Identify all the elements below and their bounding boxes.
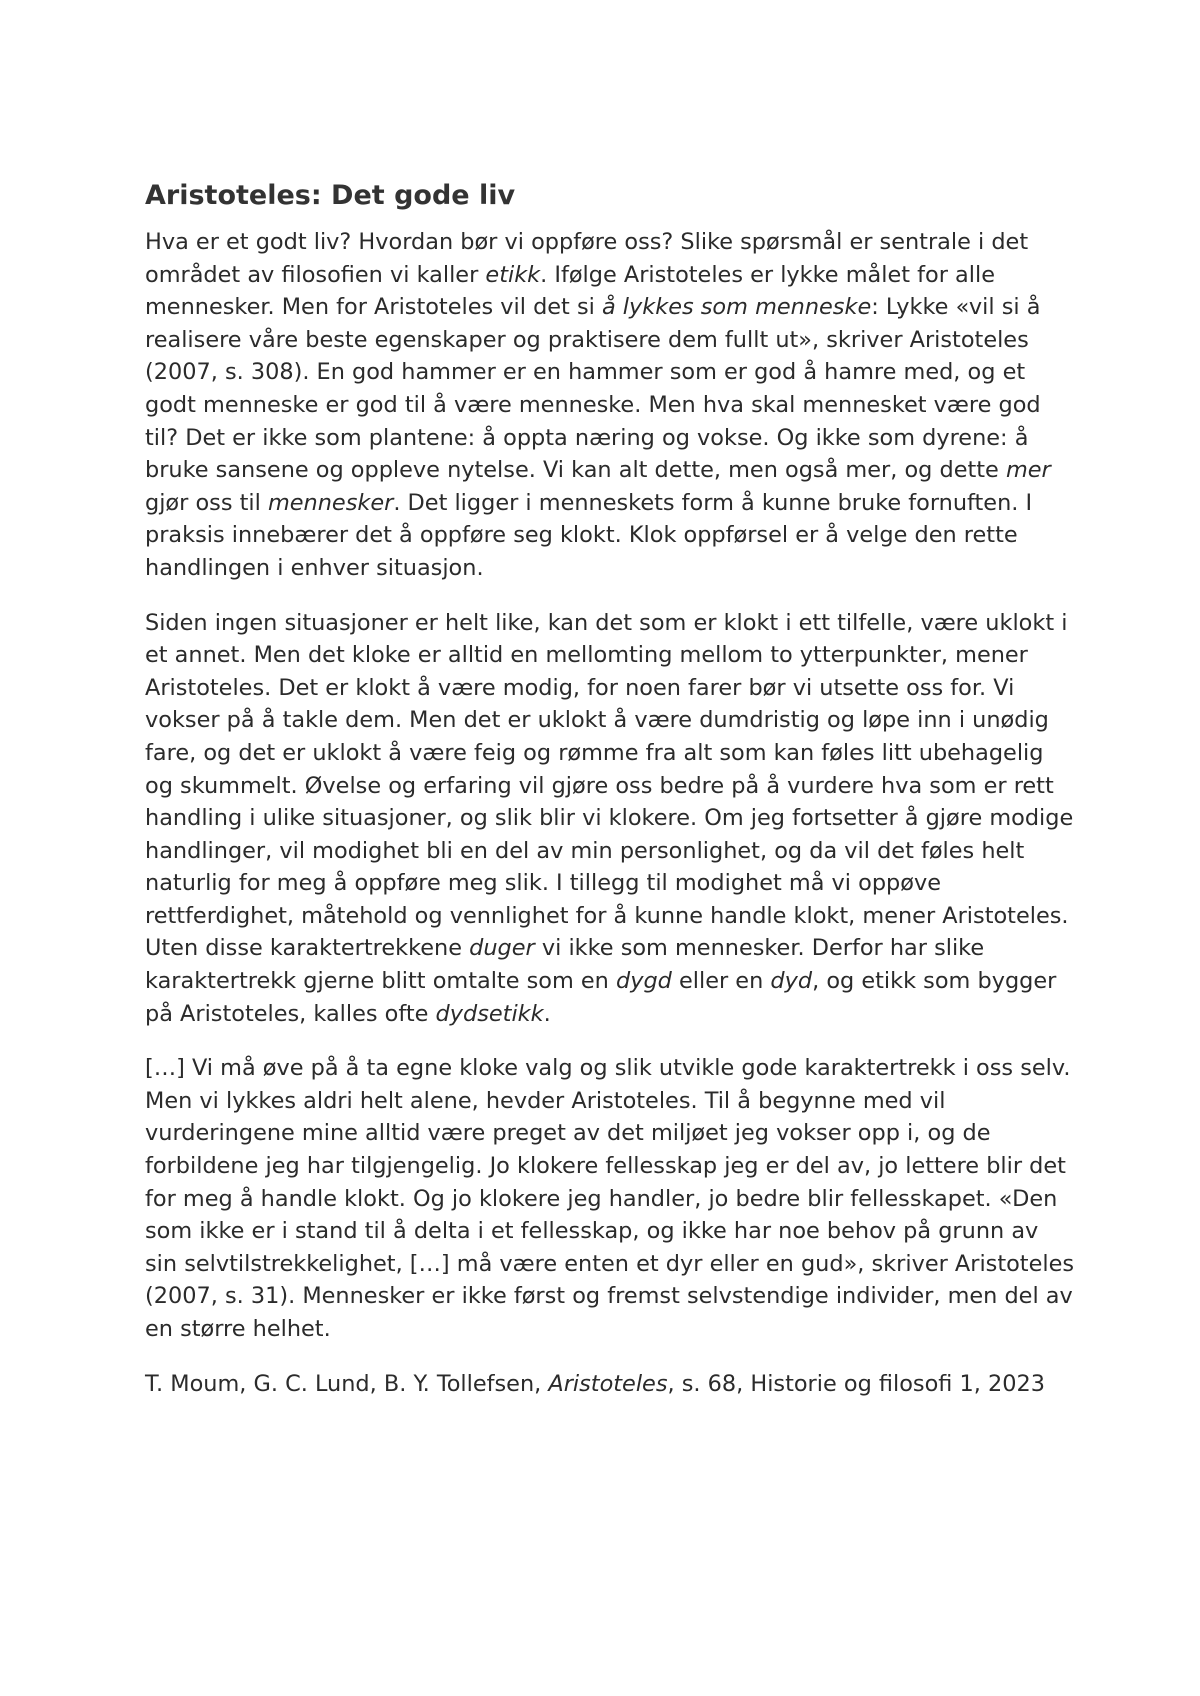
paragraph-2: Siden ingen situasjoner er helt like, kan det som er klokt i ett tilfelle, være uklokt i et annet. Men det kloke er alltid en mellomting mellom to ytterpunkter, mener Aristoteles. Det er klokt å være modig, for noen farer bør vi utsette oss for. Vi vokser på å takle dem. Men det er uklokt å være dumdristig og løpe inn i unødig fare, og det er uklokt å være feig og rømme fra alt som kan føles litt ubehagelig og skummelt. Øvelse og erfaring vil gjøre oss bedre på å vurdere hva som er rett handling i ulike situasjoner, og slik blir vi klokere. Om jeg fortsetter å gjøre modige handlinger, vil modighet bli en del av min personlighet, og da vil det føles helt naturlig for meg å oppføre meg slik. I tillegg til modighet må vi oppøve rettferdighet, måtehold og vennlighet for å kunne handle klokt, mener Aristoteles. Uten disse karaktertrekkene duger vi ikke som mennesker. Derfor har slike karaktertrekk gjerne blitt omtalte som en dygd eller en dyd, og etikk som bygger på Aristoteles, kalles ofte dydsetikk. [145, 609, 1074, 1027]
paragraph-3: […] Vi må øve på å ta egne kloke valg og slik utvikle gode karaktertrekk i oss selv. Men vi lykkes aldri helt alene, hevder Aristoteles. Til å begynne med vil vurderingene mine alltid være preget av det miljøet jeg vokser opp i, og de forbildene jeg har tilgjengelig. Jo klokere fellesskap jeg er del av, jo lettere blir det for meg å handle klokt. Og jo klokere jeg handler, jo bedre blir fellesskapet. «Den som ikke er i stand til å delta i et fellesskap, og ikke har noe behov på grunn av sin selvtilstrekkelighet, […] må være enten et dyr eller en gud», skriver Aristoteles (2007, s. 31). Mennesker er ikke først og fremst selvstendige individer, men del av en større helhet. [145, 1055, 1075, 1342]
document-title: Aristoteles: Det gode liv [145, 180, 516, 211]
document-page [145, 178, 1075, 1422]
paragraph-1: Hva er et godt liv? Hvordan bør vi oppføre oss? Slike spørsmål er sentrale i det området av filosofien vi kaller etikk. Ifølge Aristoteles er lykke målet for alle mennesker. Men for Aristoteles vil det si å lykkes som menneske: Lykke «vil si å realisere våre beste egenskaper og praktisere dem fullt ut», skriver Aristoteles (2007, s. 308). En god hammer er en hammer som er god å hamre med, og et godt menneske er god til å være menneske. Men hva skal mennesket være god til? Det er ikke som plantene: å oppta næring og vokse. Og ikke som dyrene: å bruke sansene og oppleve nytelse. Vi kan alt dette, men også mer, og dette mer gjør oss til mennesker. Det ligger i menneskets form å kunne bruke fornuften. I praksis innebærer det å oppføre seg klokt. Klok oppførsel er å velge den rette handlingen i enhver situasjon. [145, 229, 1051, 581]
citation: T. Moum, G. C. Lund, B. Y. Tollefsen, Aristoteles, s. 68, Historie og filosofi 1, 2023 [145, 1370, 1045, 1397]
